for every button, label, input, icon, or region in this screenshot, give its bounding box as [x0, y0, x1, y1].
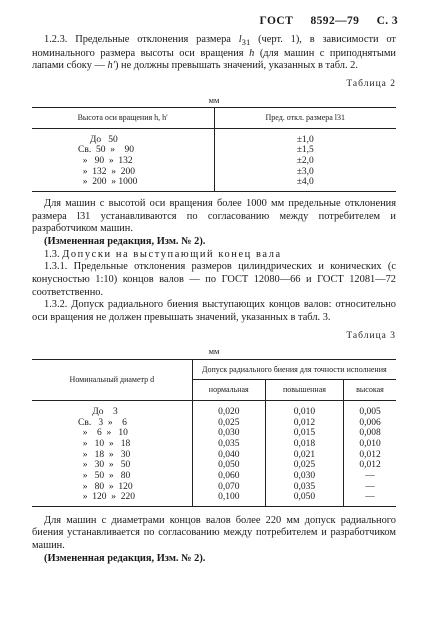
table-2-unit: мм — [208, 94, 220, 105]
paragraph-1-3-2: 1.3.2. Допуск радиального биения выступающих концов валов: относительно оси вращения не должен превышать значений, указанных в табл. 3. — [32, 299, 396, 324]
table-row — [32, 177, 396, 191]
table-3-sub-normal: нормальная — [192, 380, 265, 401]
revision-note-1: (Измененная редакция, Изм. № 2). — [44, 235, 206, 247]
high-cell: 0,006 — [359, 417, 381, 428]
diameter-cell: Св. 3 » 6 — [32, 418, 192, 429]
table-row — [32, 145, 396, 156]
high-cell: — — [365, 470, 375, 481]
paragraph-after-table-2: Для машин с высотой оси вращения более 1000 мм предельные отклонения размера l31 устанавливаются по согласованию между потребителем и разработчиком машин. — [32, 197, 396, 235]
height-range-cell: Св. 50 » 90 — [32, 145, 214, 156]
table-2-col-deviation: Пред. откл. размера l31 — [214, 107, 396, 128]
normal-cell: 0,035 — [192, 439, 265, 450]
standard-number: 8592—79 — [310, 15, 360, 27]
increased-cell: 0,050 — [265, 492, 343, 506]
deviation-cell: ±1,0 — [296, 134, 314, 145]
high-cell: 0,012 — [359, 460, 381, 471]
table-3-col-group: Допуск радиального биения для точности исполнения — [192, 359, 396, 380]
high-cell: — — [344, 492, 397, 506]
increased-cell: 0,035 — [265, 482, 343, 493]
increased-cell: 0,025 — [265, 460, 343, 471]
deviation-cell: ±4,0 — [214, 177, 396, 191]
revision-note-2: (Измененная редакция, Изм. № 2). — [44, 552, 206, 564]
table-3-sub-high: высокая — [344, 380, 397, 401]
high-cell: 0,010 — [359, 439, 381, 450]
page-header — [246, 14, 398, 28]
table-row — [32, 439, 396, 450]
height-range-cell: » 90 » 132 — [32, 156, 214, 167]
deviation-cell: ±2,0 — [296, 155, 314, 166]
diameter-cell: » 6 » 10 — [32, 428, 192, 439]
height-range-cell: » 132 » 200 — [32, 167, 214, 178]
high-cell: — — [365, 481, 375, 492]
diameter-cell: » 30 » 50 — [32, 460, 192, 471]
table-2 — [32, 107, 396, 192]
table-3-col-diameter: Номинальный диаметр d — [32, 359, 192, 401]
table-row — [32, 492, 396, 506]
table-row — [32, 460, 396, 471]
table-3-sub-increased: повышенная — [265, 380, 343, 401]
table-row — [32, 482, 396, 493]
increased-cell: 0,021 — [265, 450, 343, 461]
normal-cell: 0,050 — [192, 460, 265, 471]
deviation-cell: ±1,5 — [296, 145, 314, 156]
increased-cell: 0,010 — [265, 401, 343, 418]
diameter-cell: » 120 » 220 — [32, 492, 192, 506]
normal-cell: 0,030 — [192, 428, 265, 439]
increased-cell: 0,012 — [265, 418, 343, 429]
diameter-cell: » 10 » 18 — [32, 439, 192, 450]
height-range-cell: » 200 » 1000 — [32, 177, 214, 191]
normal-cell: 0,025 — [192, 418, 265, 429]
normal-cell: 0,020 — [192, 401, 265, 418]
increased-cell: 0,015 — [265, 428, 343, 439]
height-range-cell: До 50 — [32, 128, 214, 145]
increased-cell: 0,018 — [265, 439, 343, 450]
table-row — [32, 428, 396, 439]
paragraph-1-2-3: 1.2.3. Предельные отклонения размера $l_{31}$ (черт. 1), в зависимости от номинального размера высоты оси вращения h (для машин с приподнятыми лапами сбоку — h′) не должны превышать значений, указанных в табл. 2. — [32, 34, 396, 72]
table-row — [32, 401, 396, 418]
table-row — [32, 156, 396, 167]
page-number: С. 3 — [376, 15, 398, 27]
deviation-cell: ±3,0 — [296, 166, 314, 177]
standard-label: ГОСТ — [259, 15, 294, 27]
table-3-caption: Таблица 3 — [346, 330, 396, 341]
normal-cell: 0,060 — [192, 471, 265, 482]
table-3-unit: мм — [208, 346, 220, 357]
table-row — [32, 471, 396, 482]
document-body — [32, 34, 396, 566]
table-2-caption: Таблица 2 — [346, 79, 396, 90]
table-2-col-height: Высота оси вращения h, h′ — [32, 107, 214, 128]
diameter-cell: » 50 » 80 — [32, 471, 192, 482]
high-cell: 0,012 — [359, 449, 381, 460]
table-row — [32, 450, 396, 461]
table-3 — [32, 359, 396, 507]
diameter-cell: » 80 » 120 — [32, 482, 192, 493]
increased-cell: 0,030 — [265, 471, 343, 482]
section-1-3-heading: 1.3. Допуски на выступающий конец вала — [44, 248, 282, 260]
table-row — [32, 418, 396, 429]
diameter-cell: До 3 — [32, 401, 192, 418]
normal-cell: 0,100 — [192, 492, 265, 506]
high-cell: 0,008 — [359, 428, 381, 439]
high-cell: 0,005 — [359, 407, 381, 418]
normal-cell: 0,040 — [192, 450, 265, 461]
table-row — [32, 128, 396, 145]
paragraph-1-3-1: 1.3.1. Предельные отклонения размеров цилиндрических и конических (с конусностью 1:10) концов валов — по ГОСТ 12080—66 и ГОСТ 12081—72 соответственно. — [32, 261, 396, 298]
table-row — [32, 167, 396, 178]
normal-cell: 0,070 — [192, 482, 265, 493]
paragraph-after-table-3: Для машин с диаметрами концов валов более 220 мм допуск радиального биения устанавливается по согласованию между потребителем и разработчиком машин. — [32, 514, 396, 552]
diameter-cell: » 18 » 30 — [32, 450, 192, 461]
